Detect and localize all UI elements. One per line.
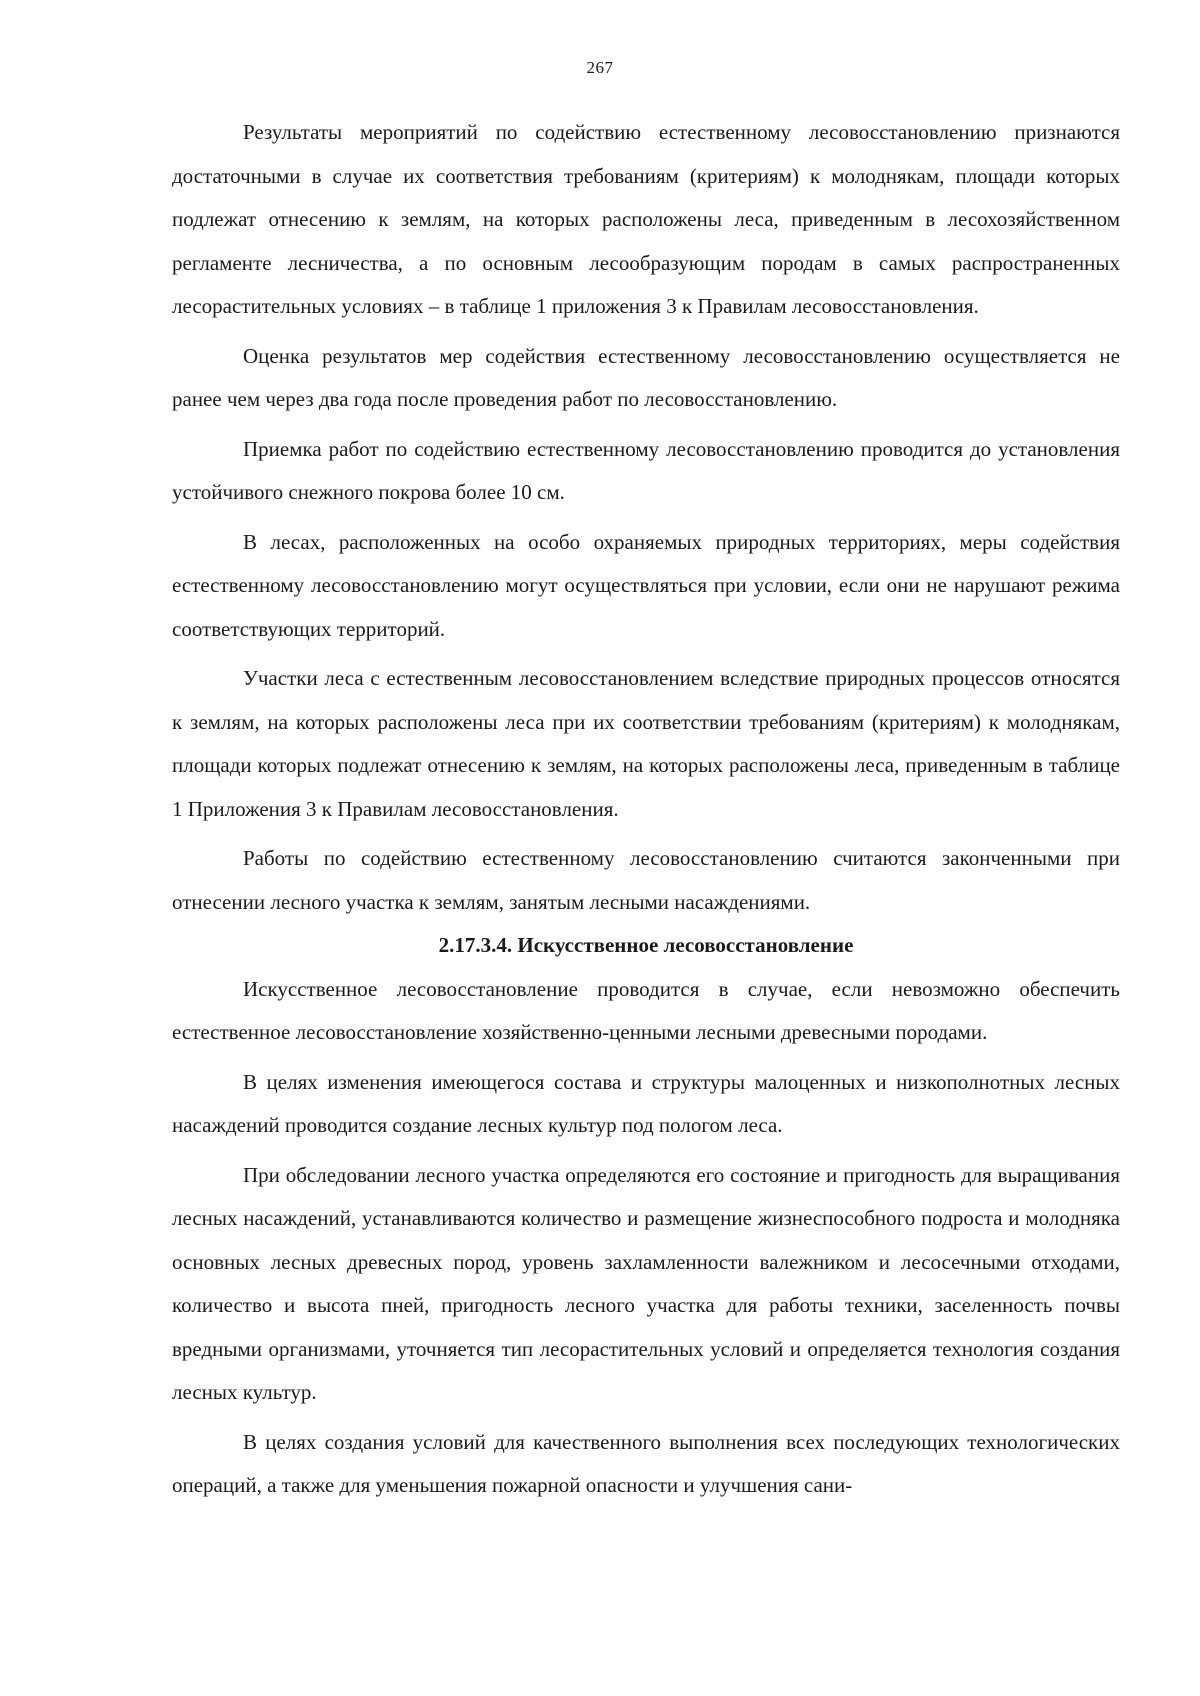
paragraph: В лесах, расположенных на особо охраняемых природных территориях, меры содействия естественному лесовосстановлению могут осуществляться при условии, если они не нарушают режима соответствующих территорий. [172,529,1120,641]
paragraph: Работы по содействию естественному лесовосстановлению считаются законченными при отнесении лесного участка к землям, занятым лесными насаждениями. [172,846,1120,914]
paragraph: В целях создания условий для качественного выполнения всех последующих технологических операций, а также для уменьшения пожарной опасности и улучшения сани- [172,1429,1120,1497]
paragraph: Приемка работ по содействию естественному лесовосстановлению проводится до установления устойчивого снежного покрова более 10 см. [172,436,1120,504]
paragraph: Искусственное лесовосстановление проводится в случае, если невозможно обеспечить естественное лесовосстановление хозяйственно-ценными лесными древесными породами. [172,976,1120,1044]
body-text [172,111,1120,1508]
paragraph: В целях изменения имеющегося состава и структуры малоценных и низкополнотных лесных насаждений проводится создание лесных культур под пологом леса. [172,1069,1120,1137]
paragraph: При обследовании лесного участка определяются его состояние и пригодность для выращивания лесных насаждений, устанавливаются количество и размещение жизнеспособного подроста и молодняка основных лесных древесных пород, уровень захламленности валежником и лесосечными отходами, количество и высота пней, пригодность лесного участка для работы техники, заселенность почвы вредными организмами, уточняется тип лесорастительных условий и определяется технология создания лесных культур. [172,1162,1120,1404]
page-number: 267 [586,58,614,77]
paragraph: Результаты мероприятий по содействию естественному лесовосстановлению признаются достаточными в случае их соответствия требованиям (критериям) к молоднякам, площади которых подлежат отнесению к землям, на которых расположены леса, приведенным в лесохозяйственном регламенте лесничества, а по основным лесообразующим породам в самых распространенных лесорастительных условиях – в таблице 1 приложения 3 к Правилам лесовосстановления. [172,120,1120,318]
paragraph: Оценка результатов мер содействия естественному лесовосстановлению осуществляется не ранее чем через два года после проведения работ по лесовосстановлению. [172,343,1120,411]
section-heading: 2.17.3.4. Искусственное лесовосстановление [438,933,854,957]
paragraph: Участки леса с естественным лесовосстановлением вследствие природных процессов относятся к землям, на которых расположены леса при их соответствии требованиям (критериям) к молоднякам, площади которых подлежат отнесению к землям, на которых расположены леса, приведенным в таблице 1 Приложения 3 к Правилам лесовосстановления. [172,666,1120,821]
